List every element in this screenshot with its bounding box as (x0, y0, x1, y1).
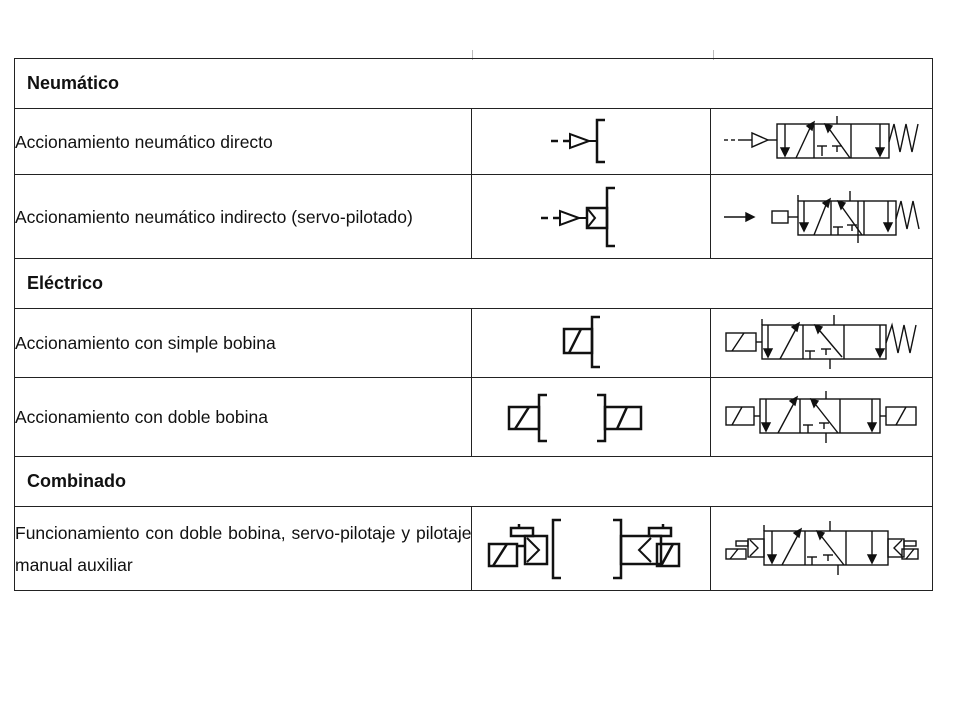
section-title: Eléctrico (15, 259, 933, 309)
row-label: Accionamiento con doble bobina (15, 378, 472, 457)
valve-single-solenoid (711, 309, 933, 378)
symbol-combined-actuation (472, 507, 711, 591)
valve-combined-actuation (711, 507, 933, 591)
section-header-electrico (15, 259, 933, 309)
valve-pneumatic-indirect (711, 175, 933, 259)
row-label: Funcionamiento con doble bobina, servo-pilotaje y pilotaje manual auxiliar (15, 507, 472, 591)
table-row (15, 309, 933, 378)
actuation-symbols-table (14, 58, 933, 591)
valve-double-solenoid (711, 378, 933, 457)
row-label: Accionamiento neumático directo (15, 109, 472, 175)
row-label: Accionamiento neumático indirecto (servo-pilotado) (15, 175, 472, 259)
row-label: Accionamiento con simple bobina (15, 309, 472, 378)
symbol-double-solenoid (472, 378, 711, 457)
symbol-pneumatic-direct (472, 109, 711, 175)
section-header-combinado (15, 457, 933, 507)
table-row (15, 507, 933, 591)
section-title: Neumático (15, 59, 933, 109)
symbol-pneumatic-indirect (472, 175, 711, 259)
symbol-single-solenoid (472, 309, 711, 378)
section-title: Combinado (15, 457, 933, 507)
table-row (15, 378, 933, 457)
table-row (15, 109, 933, 175)
valve-pneumatic-direct (711, 109, 933, 175)
table-row (15, 175, 933, 259)
section-header-neumatico (15, 59, 933, 109)
